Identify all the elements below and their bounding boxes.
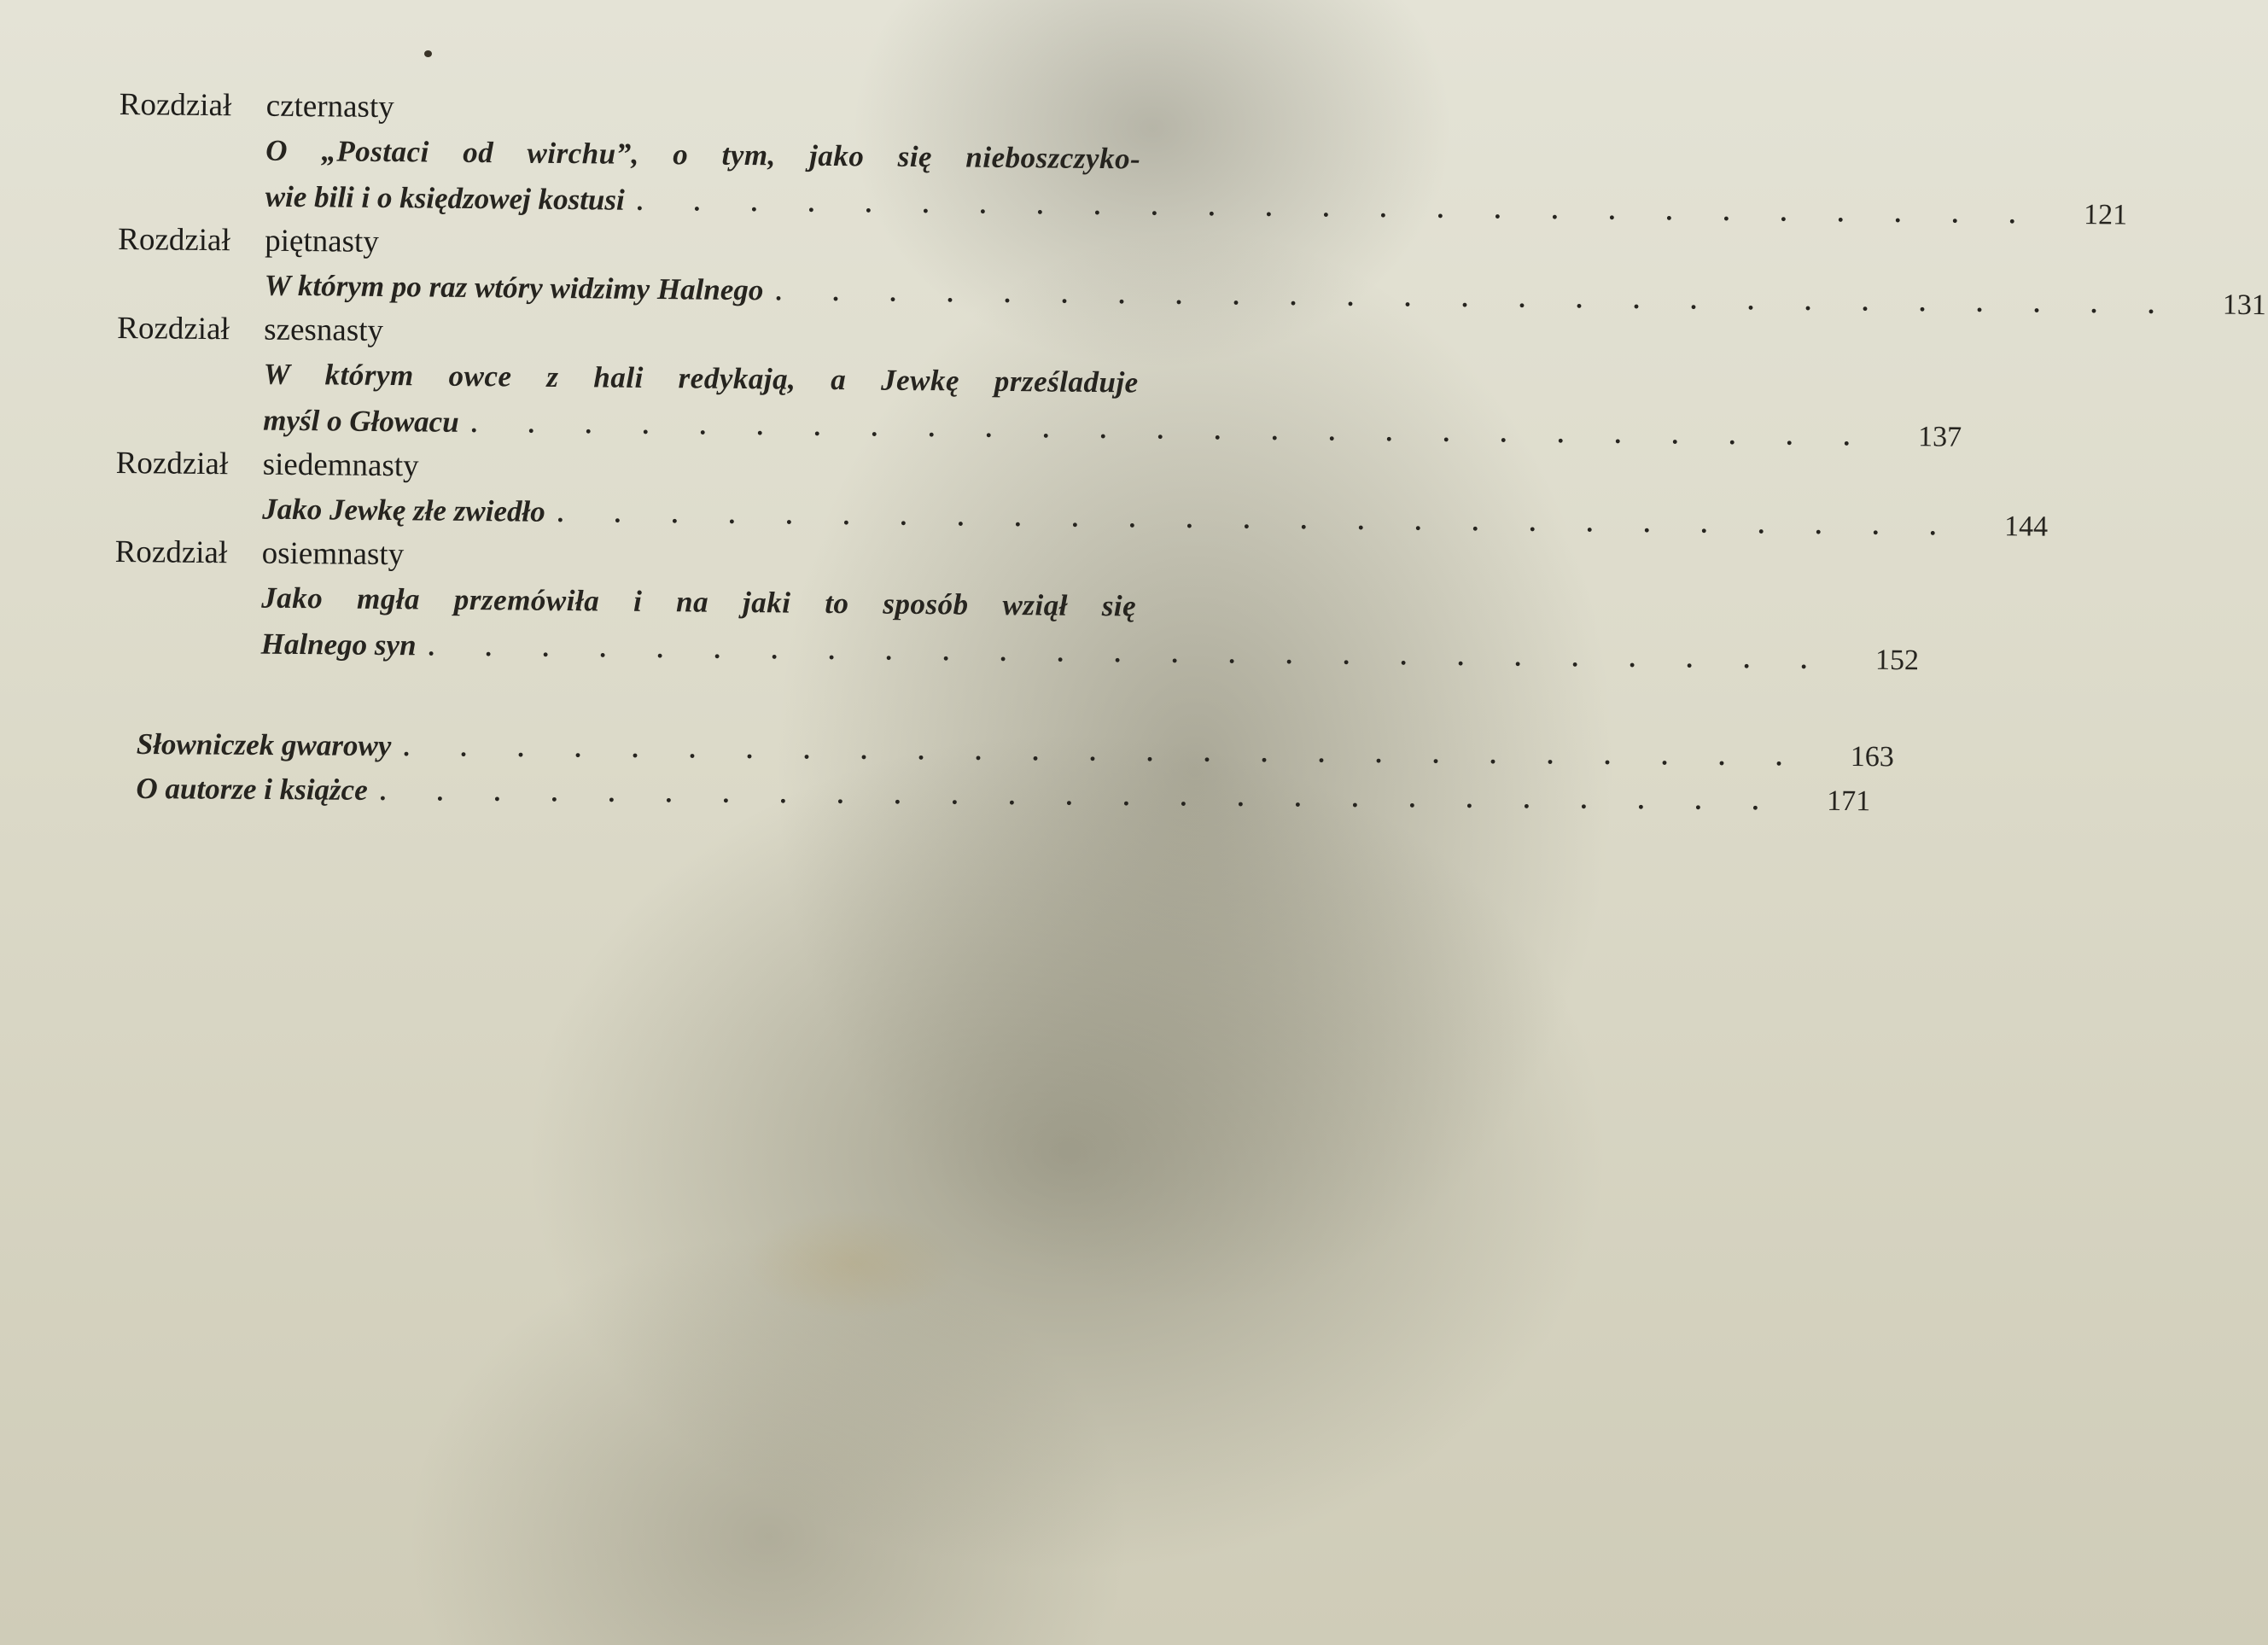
chapter-ordinal: piętnasty — [265, 223, 380, 260]
chapter-title — [265, 128, 2128, 231]
chapter-title-line: W którym owce z hali redykają, a Jewkę prześladuje — [263, 357, 1139, 400]
chapter-title-last-line: myśl o Głowacu — [263, 403, 459, 439]
chapter-title — [263, 352, 1962, 453]
toc-chapter — [116, 307, 1962, 453]
chapter-ordinal: osiemnasty — [261, 535, 405, 573]
page-number: 152 — [1874, 644, 1920, 677]
toc-entry-row[interactable] — [264, 263, 2266, 322]
chapter-word: Rozdział — [118, 221, 230, 259]
chapter-title-line: Jako mgła przemówiła i na jaki to sposób wziął się — [261, 580, 1137, 623]
chapter-ordinal: siedemnasty — [262, 446, 419, 484]
chapter-title — [260, 575, 1920, 677]
dot-leader: . . . . . . . . . . . . . . . . . . . . . . . . . — [557, 499, 1959, 541]
dot-leader: . . . . . . . . . . . . . . . . . . . . . . . . . — [775, 277, 2177, 320]
page-number: 171 — [1827, 785, 1871, 818]
chapter-title — [262, 487, 2049, 543]
toc-entry-row[interactable] — [262, 487, 2049, 543]
toc-chapter — [114, 531, 1920, 677]
chapter-ordinal: czternasty — [265, 88, 394, 125]
page-number: 131 — [2222, 289, 2266, 322]
chapter-title-last-line: wie bili i o księdzowej kostusi — [265, 179, 625, 217]
chapter-word: Rozdział — [119, 86, 232, 124]
page-number: 163 — [1850, 741, 1894, 773]
dot-leader: . . . . . . . . . . . . . . . . . . . . . . . . . — [379, 777, 1781, 816]
page-number: 121 — [2083, 199, 2128, 231]
ink-dot — [424, 50, 432, 57]
chapter-word: Rozdział — [117, 310, 230, 347]
page-number: 137 — [1917, 421, 1962, 453]
appendix-title: O autorze i książce — [136, 771, 368, 807]
chapter-title-last-line: Jako Jewkę złe zwiedło — [262, 492, 545, 528]
dot-leader: . . . . . . . . . . . . . . . . . . . . . . . . . — [636, 187, 2038, 230]
toc-chapter — [115, 442, 2049, 543]
appendix-title: Słowniczek gwarowy — [136, 726, 392, 763]
dot-leader: . . . . . . . . . . . . . . . . . . . . . . . . . — [428, 633, 1830, 675]
toc-entry-row[interactable] — [136, 722, 1894, 774]
dot-leader: . . . . . . . . . . . . . . . . . . . . . . . . . — [403, 733, 1804, 772]
dot-leader: . . . . . . . . . . . . . . . . . . . . . . . . . — [470, 409, 1873, 452]
chapter-word: Rozdział — [115, 445, 229, 482]
toc-entry-row[interactable] — [265, 174, 2128, 231]
page-number: 144 — [2003, 510, 2049, 543]
toc-chapter — [117, 219, 2266, 322]
toc-entry-row[interactable] — [136, 767, 1871, 819]
chapter-ordinal: szesnasty — [264, 312, 384, 348]
chapter-title-last-line: W którym po raz wtóry widzimy Halnego — [264, 268, 764, 307]
chapter-word: Rozdział — [114, 534, 228, 571]
toc-entry-row[interactable] — [260, 621, 1920, 677]
chapter-title-line: O „Postaci od wirchu”, o tym, jako się nieboszczyko- — [265, 133, 1141, 176]
toc-entry-row[interactable] — [263, 398, 1962, 453]
toc-appendix — [136, 722, 1894, 819]
chapter-title — [264, 263, 2266, 322]
chapter-title-last-line: Halnego syn — [260, 627, 417, 662]
toc-chapter — [118, 84, 2128, 231]
table-of-contents — [114, 84, 2266, 677]
